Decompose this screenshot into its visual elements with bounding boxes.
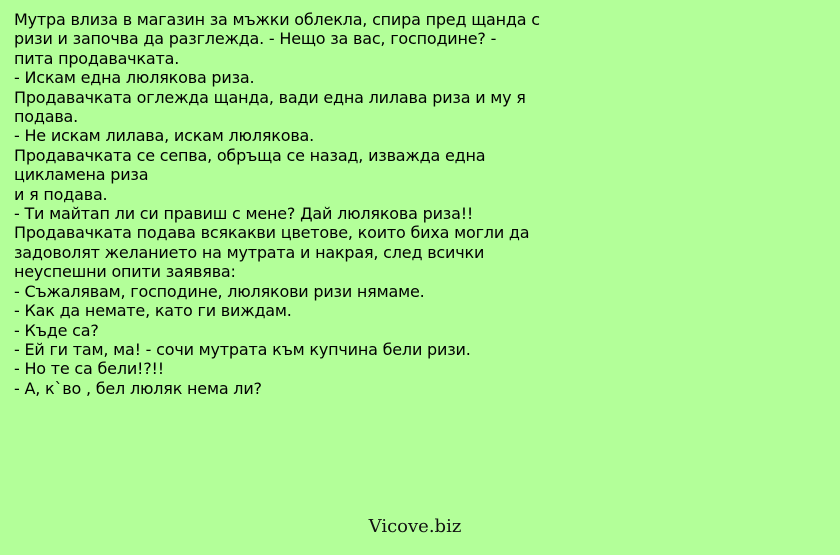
joke-line: цикламена риза: [14, 165, 149, 185]
joke-line: - Как да немате, като ги виждам.: [14, 301, 292, 321]
joke-line: задоволят желанието на мутрата и накрая, след всички: [14, 242, 485, 262]
joke-line: - Не искам лилава, искам люлякова.: [14, 126, 315, 146]
joke-line: пита продавачката.: [14, 48, 180, 68]
joke-line: ризи и започва да разглежда. - Нещо за вас, господине? -: [14, 29, 497, 49]
joke-line: - Ей ги там, ма! - сочи мутрата към купчина бели ризи.: [14, 339, 471, 359]
joke-line: Продавачката се сепва, обръща се назад, изважда една: [14, 145, 486, 165]
joke-line: - Съжалявам, господине, люлякови ризи нямаме.: [14, 281, 425, 301]
joke-line: подава.: [14, 107, 79, 127]
joke-line: Продавачката оглежда щанда, вади една лилава риза и му я: [14, 87, 526, 107]
joke-line: Продавачката подава всякакви цветове, които биха могли да: [14, 223, 530, 243]
joke-line: и я подава.: [14, 184, 108, 204]
joke-line: - Но те са бели!?!!: [14, 359, 164, 379]
site-watermark: Vicove.biz: [368, 516, 462, 537]
joke-line: - Къде са?: [14, 320, 99, 340]
joke-line: Мутра влиза в магазин за мъжки облекла, спира пред щанда с: [14, 10, 540, 29]
joke-line: - А, к`во , бел люляк нема ли?: [14, 378, 262, 398]
joke-text: [14, 10, 614, 398]
joke-line: - Ти майтап ли си правиш с мене? Дай люлякова риза!!: [14, 204, 474, 224]
joke-line: неуспешни опити заявява:: [14, 262, 236, 282]
joke-line: - Искам една люлякова риза.: [14, 68, 255, 88]
